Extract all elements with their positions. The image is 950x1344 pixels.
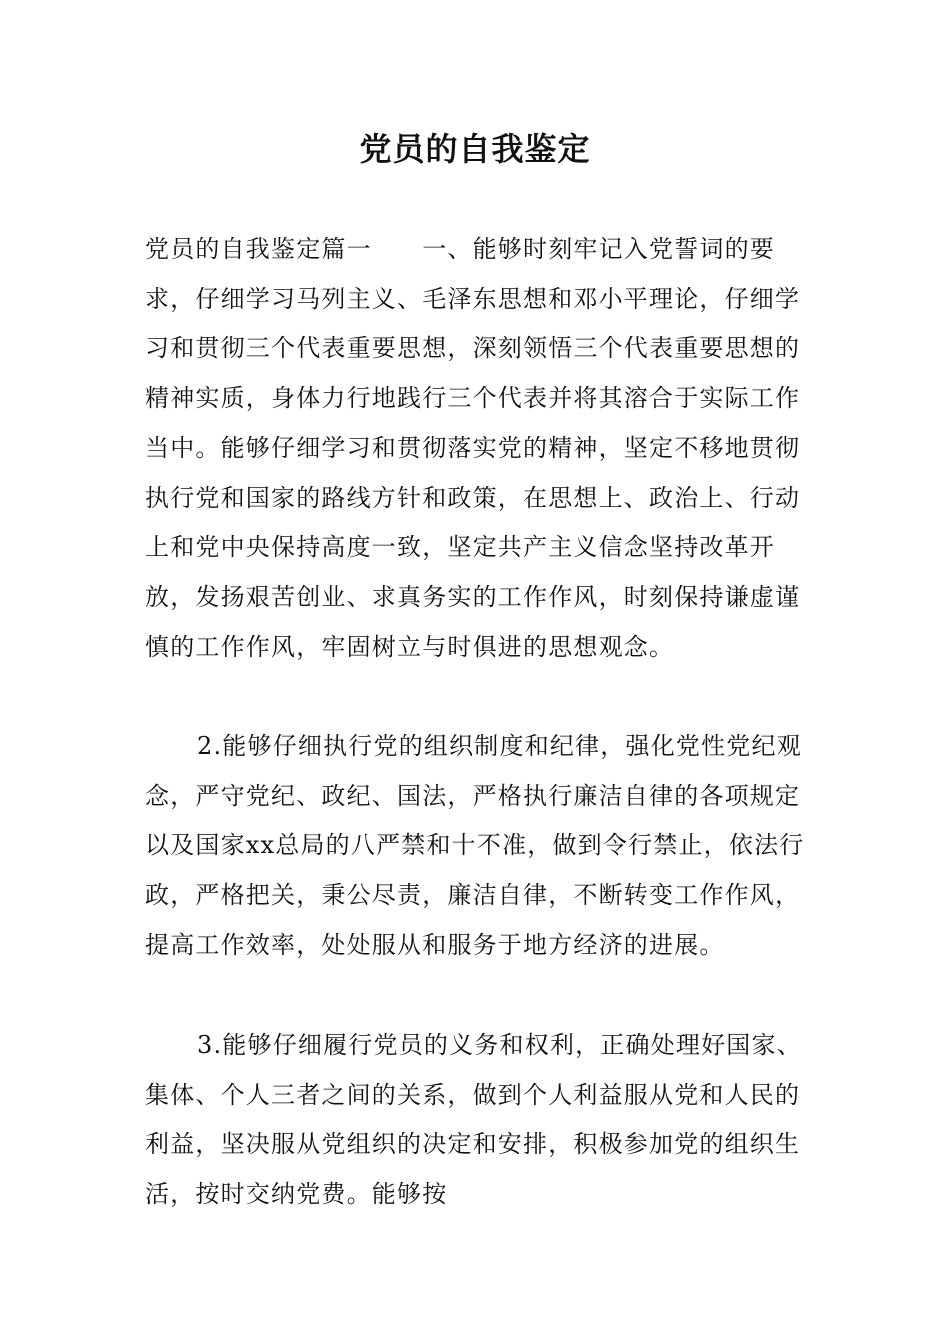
document-title: 党员的自我鉴定 bbox=[359, 130, 591, 168]
paragraph-1: 党员的自我鉴定篇一 一、能够时刻牢记入党誓词的要求，仔细学习马列主义、毛泽东思想和邓小平理论，仔细学习和贯彻三个代表重要思想，深刻领悟三个代表重要思想的精神实质，身体力行地践行三个代表并将其溶合于实际工作当中。能够仔细学习和贯彻落实党的精神，坚定不移地贯彻执行党和国家的路线方针和政策，在思想上、政治上、行动上和党中央保持高度一致，坚定共产主义信念坚持改革开放，发扬艰苦创业、求真务实的工作作风，时刻保持谦虚谨慎的工作作风，牢固树立与时俱进的思想观念。 bbox=[145, 235, 801, 661]
paragraph-2: 2.能够仔细执行党的组织制度和纪律，强化党性党纪观念，严守党纪、政纪、国法，严格执行廉洁自律的各项规定以及国家xx总局的八严禁和十不准，做到令行禁止，依法行政，严格把关，秉公尽责，廉洁自律，不断转变工作作风，提高工作效率，处处服从和服务于地方经济的进展。 bbox=[145, 732, 805, 959]
paragraph-3: 3.能够仔细履行党员的义务和权利，正确处理好国家、集体、个人三者之间的关系，做到个人利益服从党和人民的利益，坚决服从党组织的决定和安排，积极参加党的组织生活，按时交纳党费。能够按 bbox=[145, 1031, 802, 1209]
